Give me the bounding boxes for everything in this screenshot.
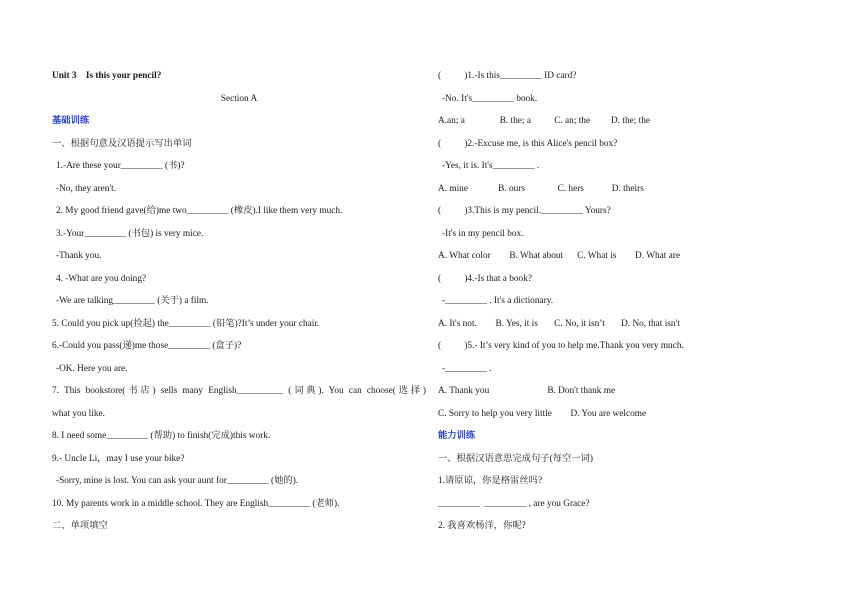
left-column — [52, 65, 426, 538]
mc-question: ( )2.-Excuse me, is this Alice's pencil box? — [438, 138, 618, 149]
part-two-heading: 二、单项填空 — [52, 521, 108, 531]
question-line: -Sorry, mine is lost. You can ask your aunt for_________ (她的). — [56, 476, 299, 486]
section-heading: Section A — [220, 93, 258, 104]
basic-training-heading: 基础训练 — [52, 116, 90, 126]
mc-question: ( )4.-Is that a book? — [438, 273, 532, 284]
unit-title: Unit 3 Is this your pencil? — [52, 71, 162, 81]
mc-options: A. Thank you B. Don't thank me — [438, 386, 616, 396]
question-line: 3.-Your_________ (书包) is very mice. — [56, 228, 204, 239]
mc-options: C. Sorry to help you very little D. You are welcome — [438, 408, 647, 419]
question-line: 5. Could you pick up(捡起) the_________ (铅笔)?It’s under your chair. — [52, 318, 320, 329]
mc-question: -Yes, it is. It's_________ . — [442, 161, 540, 171]
translation-prompt: 2. 我喜欢杨洋，你呢? — [438, 521, 526, 531]
question-line: -No, they aren't. — [56, 183, 117, 194]
mc-question: ( )3.This is my pencil._________ Yours? — [438, 206, 611, 216]
question-line: 2. My good friend gave(给)me two_________ (橡皮).I like them very much. — [56, 206, 343, 216]
question-line: 8. I need some_________ (帮助) to finish(完成)this work. — [52, 431, 271, 441]
translation-prompt: 1.请原谅，你是格雷丝吗? — [438, 476, 543, 486]
mc-question: -_________ . It's a dictionary. — [442, 296, 554, 306]
question-line: 9.- Uncle Li，may I use your bike? — [52, 453, 185, 464]
mc-question: ( )1.-Is this_________ ID card? — [438, 71, 577, 81]
mc-question: -No. It's_________ book. — [442, 93, 538, 104]
mc-options: A. It's not. B. Yes, it is C. No, it isn’t D. No, that isn't — [438, 318, 680, 329]
mc-question: -It's in my pencil box. — [442, 228, 524, 239]
question-line: -Thank you. — [56, 251, 102, 261]
right-column — [438, 65, 818, 538]
translation-instructions: 一、根据汉语意思完成句子(每空一词) — [438, 453, 593, 464]
part-one-instructions: 一、根据句意及汉语提示写出单词 — [52, 138, 192, 149]
mc-options: A. mine B. ours C. hers D. theirs — [438, 183, 644, 194]
question-line: -OK. Here you are. — [56, 363, 128, 374]
ability-training-heading: 能力训练 — [438, 431, 476, 441]
question-line: 6.-Could you pass(递)me those_________ (盒子)? — [52, 341, 242, 351]
mc-options: A.an; a B. the; a C. an; the D. the; the — [438, 116, 650, 126]
mc-question: -_________ . — [442, 363, 492, 374]
mc-options: A. What color B. What about C. What is D. What are — [438, 251, 681, 261]
mc-question: ( )5.- It’s very kind of you to help me.Thank you very much. — [438, 341, 684, 351]
question-line: -We are talking_________ (关于) a film. — [56, 296, 209, 306]
question-line: 1.-Are these your_________ (书)? — [56, 161, 185, 171]
translation-blank-line: _________ _________ , are you Grace? — [438, 498, 590, 509]
question-line: 7. This bookstore(书店) sells many English__________ (词典). You can choose(选择) — [52, 386, 426, 396]
question-line: 10. My parents work in a middle school. They are English_________ (老师). — [52, 498, 340, 509]
question-line: 4. -What are you doing? — [56, 273, 147, 284]
question-line: what you like. — [52, 408, 105, 419]
